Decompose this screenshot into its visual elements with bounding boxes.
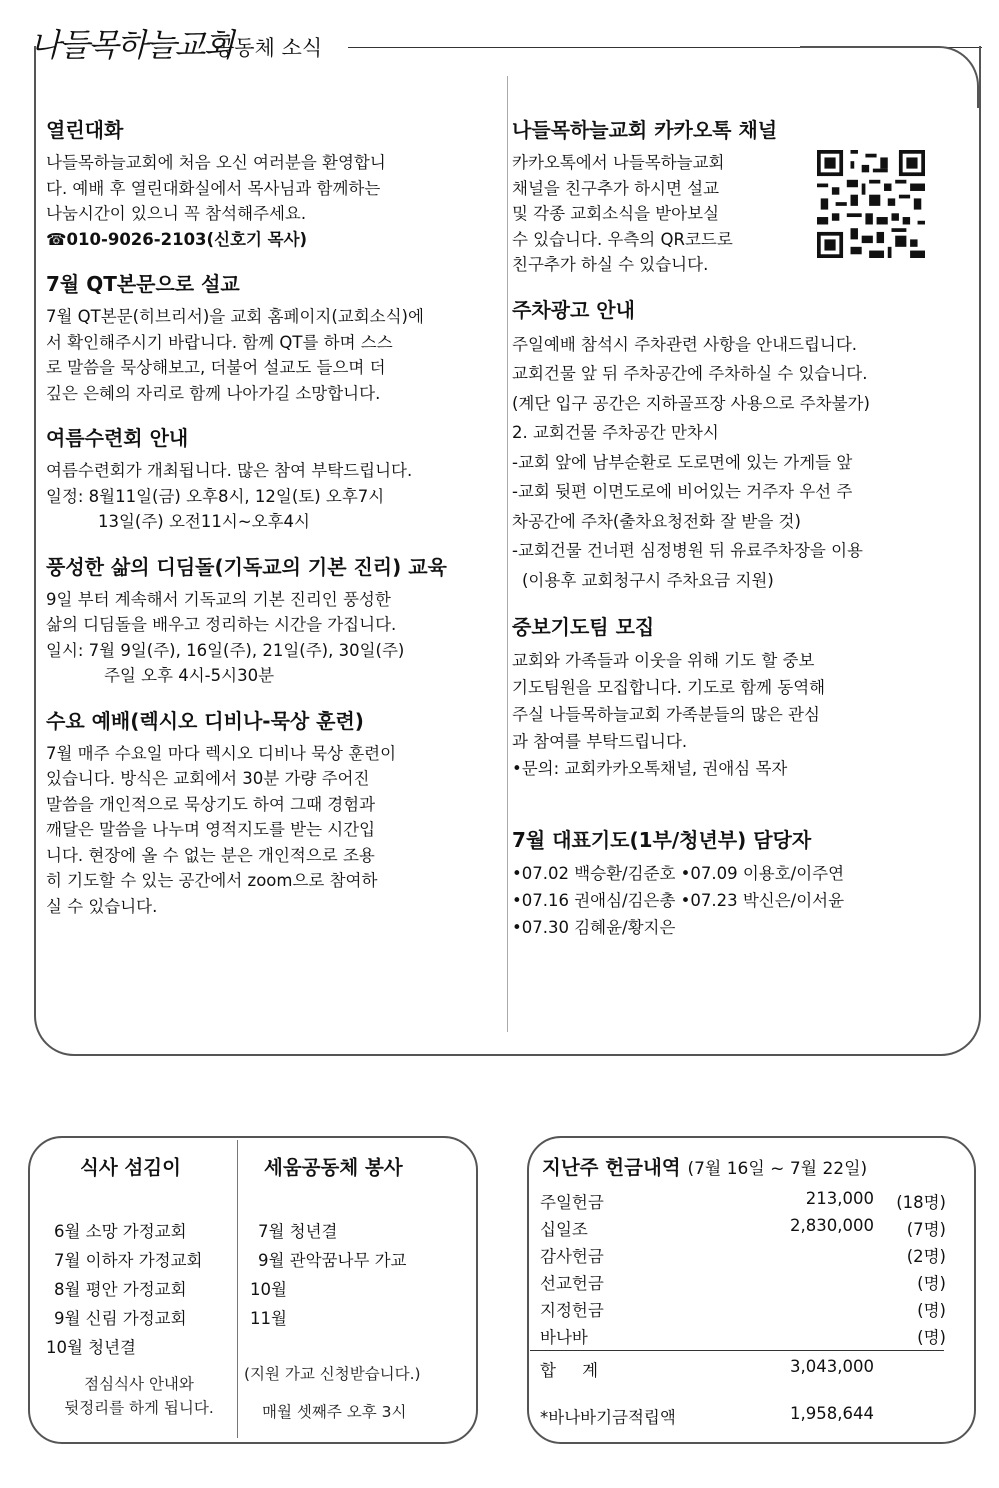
section-title: 주차광고 안내 xyxy=(512,297,635,322)
offering-label: 주일헌금 xyxy=(540,1193,604,1212)
text-line: 말씀을 개인적으로 묵상기도 하여 그때 경험과 xyxy=(46,794,376,814)
section-title: 풍성한 삶의 디딤돌(기독교의 기본 진리) 교육 xyxy=(46,554,447,579)
offering-amount: 2,830,000 xyxy=(790,1216,874,1235)
meal-item: 7월 이하자 가정교회 xyxy=(54,1251,203,1270)
offering-count: (명) xyxy=(917,1328,946,1347)
barnabas-amount: 1,958,644 xyxy=(790,1404,874,1423)
text-line: 7월 QT본문(히브리서)을 교회 홈페이지(교회소식)에 xyxy=(46,307,424,326)
offering-title-text: 지난주 헌금내역 xyxy=(542,1156,681,1179)
meal-item: 10월 청년결 xyxy=(46,1338,136,1357)
text-line: 채널을 친구추가 하시면 설교 xyxy=(512,178,720,198)
offering-title xyxy=(542,1152,867,1180)
offering-label: 선교헌금 xyxy=(540,1274,604,1293)
text-line: 서 확인해주시기 바랍니다. 함께 QT를 하며 스스 xyxy=(46,332,393,352)
offering-label: 바나바 xyxy=(540,1328,588,1347)
barnabas-row xyxy=(540,1404,950,1430)
note-line: 뒷정리를 하게 됩니다. xyxy=(64,1399,214,1417)
offering-label: 십일조 xyxy=(540,1220,588,1239)
offering-row xyxy=(540,1324,950,1350)
text-line: 깨달은 말씀을 나누며 영적지도를 받는 시간입 xyxy=(46,820,376,839)
offering-count: (18명) xyxy=(896,1193,946,1212)
offering-count: (명) xyxy=(917,1274,946,1293)
barnabas-label: *바나바기금적립액 xyxy=(540,1408,676,1427)
text-line: 카카오톡에서 나들목하늘교회 xyxy=(512,153,725,172)
text-line: 삶의 디딤돌을 배우고 정리하는 시간을 가집니다. xyxy=(46,615,397,634)
text-line: 기도팀원을 모집합니다. 기도로 함께 동역해 xyxy=(512,678,826,697)
service-note: (지원 가교 신청받습니다.) xyxy=(244,1365,421,1383)
main-box-corner xyxy=(800,46,979,108)
note-line: 점심식사 안내와 xyxy=(84,1375,194,1393)
offering-row xyxy=(540,1216,950,1242)
meal-title: 식사 섬김이 xyxy=(80,1156,181,1179)
text-line: 주일 오후 4시-5시30분 xyxy=(104,666,275,685)
text-line: 차공간에 주차(출차요청전화 잘 받을 것) xyxy=(512,511,801,531)
text-line: 7월 매주 수요일 마다 렉시오 디비나 묵상 훈련이 xyxy=(46,743,397,763)
left-column xyxy=(46,116,478,937)
service-item: 9월 관악꿈나무 가교 xyxy=(258,1251,407,1270)
section-title: 수요 예배(렉시오 디비나-묵상 훈련) xyxy=(46,708,364,733)
text-line: 로 말씀을 묵상해보고, 더불어 설교도 들으며 더 xyxy=(46,358,386,377)
text-line: (계단 입구 공간은 지하골프장 사용으로 주차불가) xyxy=(512,393,870,413)
text-line: 여름수련회가 개최됩니다. 많은 참여 부탁드립니다. xyxy=(46,461,413,480)
section-title: 7월 QT본문으로 설교 xyxy=(46,272,240,296)
open-talk-section xyxy=(46,116,478,252)
text-line: 13일(주) 오전11시~오후4시 xyxy=(98,512,310,531)
text-line: 있습니다. 방식은 교회에서 30분 가량 주어진 xyxy=(46,769,370,788)
text-line: 다. 예배 후 열린대화실에서 목사님과 함께하는 xyxy=(46,178,381,198)
text-line: 2. 교회건물 주차공간 만차시 xyxy=(512,423,719,442)
text-line: -교회 뒷편 이면도로에 비어있는 거주자 우선 주 xyxy=(512,482,853,501)
meal-item: 6월 소망 가정교회 xyxy=(54,1222,187,1241)
text-line: 과 참여를 부탁드립니다. xyxy=(512,732,688,751)
text-line: •07.30 김혜윤/황지은 xyxy=(512,918,676,937)
contact-phone: ☎010-9026-2103(신호기 목사) xyxy=(46,229,308,249)
church-logo: 나들목하늘교회 xyxy=(30,26,233,64)
education-section xyxy=(46,553,478,689)
meal-item: 8월 평안 가정교회 xyxy=(54,1280,187,1299)
right-column xyxy=(512,116,937,959)
offering-row xyxy=(540,1297,950,1323)
text-line: (이용후 교회청구시 주차요금 지원) xyxy=(522,570,774,590)
offering-label: 감사헌금 xyxy=(540,1247,604,1266)
text-line: 교회건물 앞 뒤 주차공간에 주차하실 수 있습니다. xyxy=(512,364,868,383)
wednesday-section xyxy=(46,707,478,920)
service-title: 세움공동체 봉사 xyxy=(264,1156,403,1179)
text-line: 및 각종 교회소식을 받아보실 xyxy=(512,204,720,223)
kakao-section xyxy=(512,116,937,278)
text-line: •07.16 권애심/김은총 •07.23 박신은/이서윤 xyxy=(512,891,845,910)
text-line: •07.02 백승환/김준호 •07.09 이용호/이주연 xyxy=(512,864,845,883)
offering-separator xyxy=(530,1350,944,1351)
section-title: 여름수련회 안내 xyxy=(46,426,189,450)
offering-row xyxy=(540,1189,950,1215)
text-line: 나눔시간이 있으니 꼭 참석해주세요. xyxy=(46,204,307,223)
rep-prayer-section xyxy=(512,826,937,941)
text-line: 깊은 은혜의 자리로 함께 나아가길 소망합니다. xyxy=(46,383,381,403)
text-line: 실 수 있습니다. xyxy=(46,896,158,916)
text-line: 일정: 8월11일(금) 오후8시, 12일(토) 오후7시 xyxy=(46,486,385,506)
offering-count: (2명) xyxy=(906,1247,946,1266)
prayer-team-section xyxy=(512,613,937,782)
meal-item: 9월 신림 가정교회 xyxy=(54,1309,187,1328)
text-line: -교회건물 건너편 심정병원 뒤 유료주차장을 이용 xyxy=(512,541,863,560)
qt-section xyxy=(46,270,478,406)
text-line: 9일 부터 계속해서 기독교의 기본 진리인 풍성한 xyxy=(46,589,391,609)
section-title: 열린대화 xyxy=(46,118,124,142)
service-note: 매월 셋째주 오후 3시 xyxy=(262,1403,407,1421)
text-line: -교회 앞에 남부순환로 도로면에 있는 가게들 앞 xyxy=(512,452,853,472)
offering-row xyxy=(540,1270,950,1296)
offering-total-amount: 3,043,000 xyxy=(790,1357,874,1376)
offering-count: (7명) xyxy=(906,1220,946,1239)
text-line: 니다. 현장에 올 수 없는 분은 개인적으로 조용 xyxy=(46,845,375,865)
section-title: 중보기도팀 모집 xyxy=(512,615,655,639)
section-title: 7월 대표기도(1부/청년부) 담당자 xyxy=(512,828,812,852)
meal-note xyxy=(44,1372,234,1420)
service-item: 10월 xyxy=(250,1280,287,1299)
offering-period: (7월 16일 ~ 7월 22일) xyxy=(687,1159,868,1179)
text-line: 주실 나들목하늘교회 가족분들의 많은 관심 xyxy=(512,705,820,724)
page-title: 공동체 소식 xyxy=(214,36,323,60)
text-line: 일시: 7월 9일(주), 16일(주), 21일(주), 30일(주) xyxy=(46,640,405,660)
offering-total-label: 합 계 xyxy=(540,1361,599,1380)
offering-amount: 213,000 xyxy=(805,1189,874,1208)
offering-label: 지정헌금 xyxy=(540,1301,604,1320)
section-title: 나들목하늘교회 카카오톡 채널 xyxy=(512,118,778,142)
qr-code-icon[interactable] xyxy=(817,150,925,258)
text-line: 교회와 가족들과 이웃을 위해 기도 할 중보 xyxy=(512,651,815,670)
text-line: 나들목하늘교회에 처음 오신 여러분을 환영합니 xyxy=(46,153,386,172)
offering-row xyxy=(540,1243,950,1269)
service-item: 11월 xyxy=(250,1309,287,1328)
offering-total-row xyxy=(540,1357,950,1383)
text-line: 수 있습니다. 우측의 QR코드로 xyxy=(512,229,733,249)
text-line: 히 기도할 수 있는 공간에서 zoom으로 참여하 xyxy=(46,871,378,890)
retreat-section xyxy=(46,424,478,535)
box-divider xyxy=(237,1140,238,1438)
text-line: 친구추가 하실 수 있습니다. xyxy=(512,255,709,274)
contact-line: •문의: 교회카카오톡채널, 권애심 목자 xyxy=(512,759,788,778)
column-divider xyxy=(507,76,508,1032)
offering-count: (명) xyxy=(917,1301,946,1320)
service-item: 7월 청년결 xyxy=(258,1222,338,1241)
text-line: 주일예배 참석시 주차관련 사항을 안내드립니다. xyxy=(512,334,858,354)
parking-section xyxy=(512,296,937,596)
